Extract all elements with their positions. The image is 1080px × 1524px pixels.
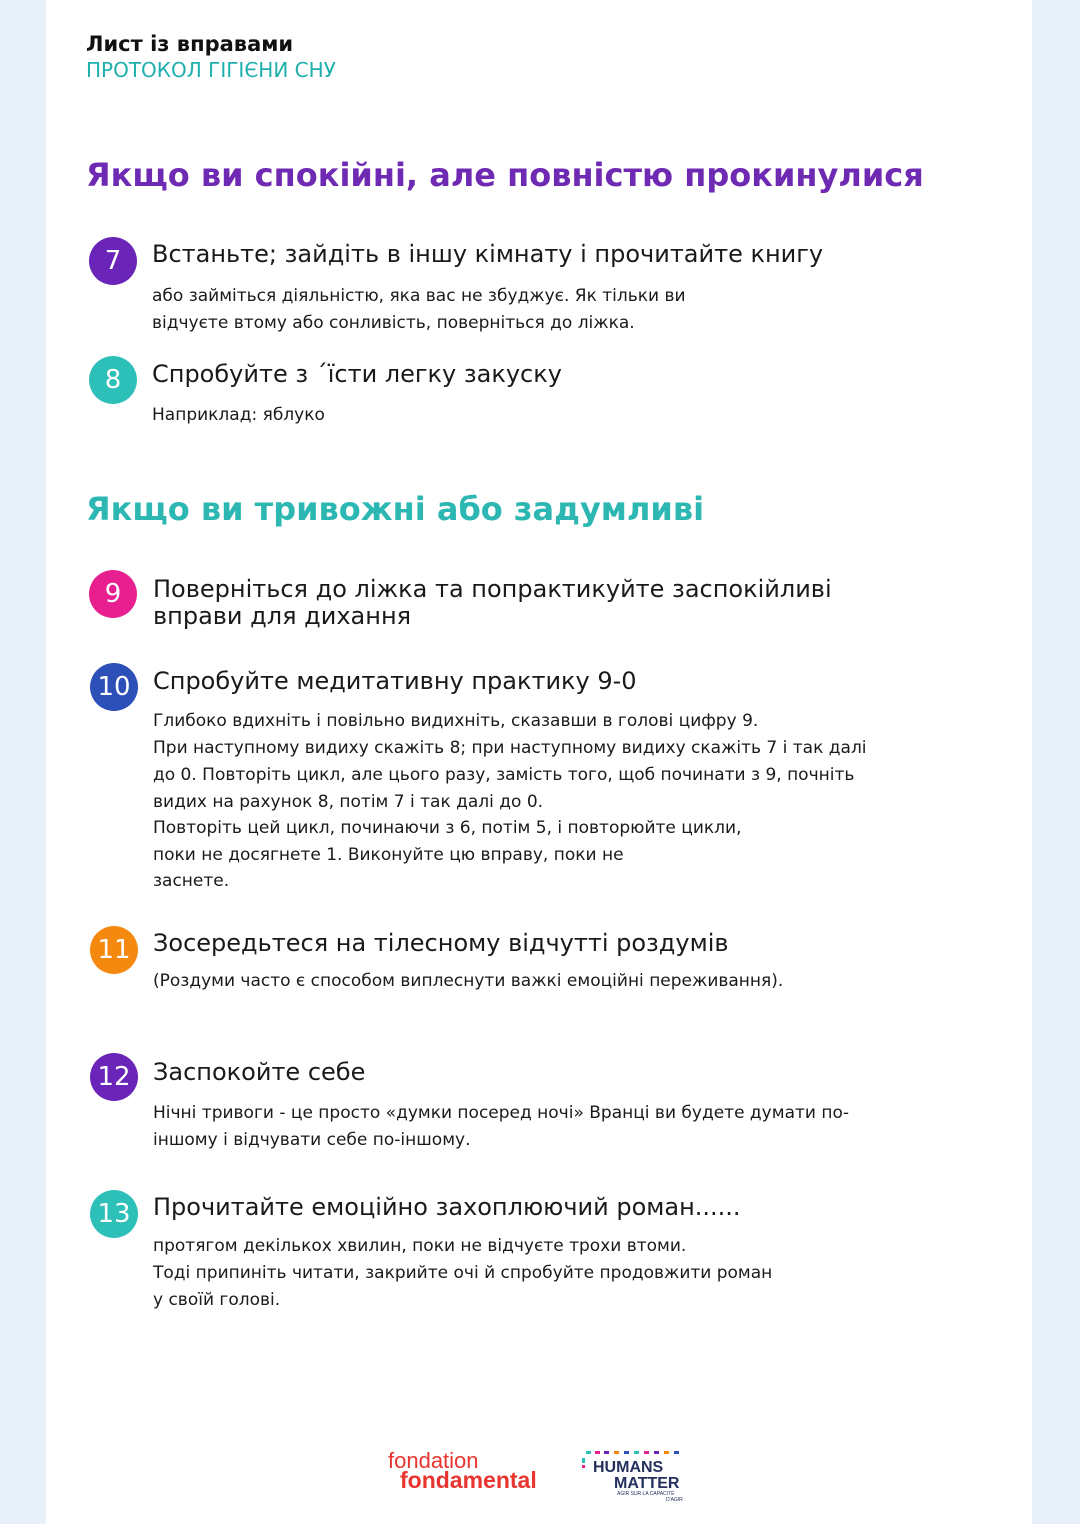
step-body-line: Глибоко вдихніть і повільно видихніть, сказавши в голові цифру 9. (153, 711, 759, 731)
step-number: 13 (97, 1199, 131, 1229)
step-body-line: поки не досягнете 1. Виконуйте цю вправу, поки не (153, 845, 624, 865)
step-title: Спробуйте медитативну практику 9-0 (153, 667, 637, 695)
step-title: Поверніться до ліжка та попрактикуйте заспокійливі (153, 575, 832, 603)
logo-text-line: MATTER (614, 1475, 680, 1492)
step-title: Заспокойте себе (153, 1058, 366, 1086)
humans-matter-logo (580, 1449, 710, 1505)
step-number-badge (90, 1053, 138, 1101)
step-title: Спробуйте з ˊїсти легку закуску (152, 360, 562, 388)
step-number: 12 (97, 1062, 131, 1092)
section-title-anxious: Якщо ви тривожні або задумливі (86, 490, 705, 528)
logo-text-line: fondation (388, 1448, 479, 1473)
step-body-line: іншому і відчувати себе по-іншому. (153, 1130, 471, 1150)
worksheet-title: Лист із вправами (86, 32, 294, 56)
logo-tagline: AGIR SUR LA CAPACITÉ (617, 1491, 675, 1497)
worksheet-page (46, 0, 1032, 1524)
logo-text-line: fondamental (400, 1467, 537, 1492)
logo-text-line: HUMANS (593, 1459, 664, 1476)
step-body-line: видих на рахунок 8, потім 7 і так далі до 0. (153, 792, 544, 812)
step-number-badge (89, 570, 137, 618)
step-number: 10 (97, 672, 131, 702)
step-body-line: Тоді припиніть читати, закрийте очі й спробуйте продовжити роман (153, 1263, 773, 1283)
step-number-badge (90, 926, 138, 974)
step-title: вправи для дихання (153, 602, 412, 630)
step-number-badge (90, 663, 138, 711)
step-number-badge (90, 1190, 138, 1238)
step-body-line: протягом декількох хвилин, поки не відчуєте трохи втоми. (153, 1236, 687, 1256)
step-body-line: до 0. Повторіть цикл, але цього разу, замість того, щоб починати з 9, почніть (153, 765, 855, 785)
step-title: Прочитайте емоційно захоплюючий роман...... (153, 1193, 741, 1221)
step-number-badge (89, 237, 137, 285)
step-body-line: у своїй голові. (153, 1290, 281, 1310)
worksheet-subtitle: ПРОТОКОЛ ГІГІЄНИ СНУ (86, 58, 336, 82)
step-body-line: Повторіть цей цикл, починаючи з 6, потім 5, і повторюйте цикли, (153, 818, 742, 838)
step-body-line: або займіться діяльністю, яка вас не збуджує. Як тільки ви (152, 286, 686, 306)
step-number: 8 (104, 365, 122, 395)
step-body-line: Нічні тривоги - це просто «думки посеред ночі» Вранці ви будете думати по- (153, 1103, 849, 1123)
step-body-line: відчуєте втому або сонливість, поверніться до ліжка. (152, 313, 635, 333)
logo-tagline: D'AGIR (666, 1497, 683, 1503)
section-title-calm: Якщо ви спокійні, але повністю прокинулися (86, 156, 924, 194)
step-number-badge (89, 356, 137, 404)
step-title: Зосередьтеся на тілесному відчутті роздумів (153, 929, 729, 957)
step-number: 9 (104, 579, 122, 609)
step-body-line: (Роздуми часто є способом виплеснути важкі емоційні переживання). (153, 971, 784, 991)
step-number: 11 (97, 935, 131, 965)
step-title: Встаньте; зайдіть в іншу кімнату і прочитайте книгу (152, 240, 824, 268)
step-body-line: При наступному видиху скажіть 8; при наступному видиху скажіть 7 і так далі (153, 738, 867, 758)
fondation-fondamental-logo (386, 1448, 561, 1492)
step-body-line: Наприклад: яблуко (152, 405, 325, 425)
step-body-line: заснете. (153, 871, 230, 891)
step-number: 7 (104, 246, 122, 276)
